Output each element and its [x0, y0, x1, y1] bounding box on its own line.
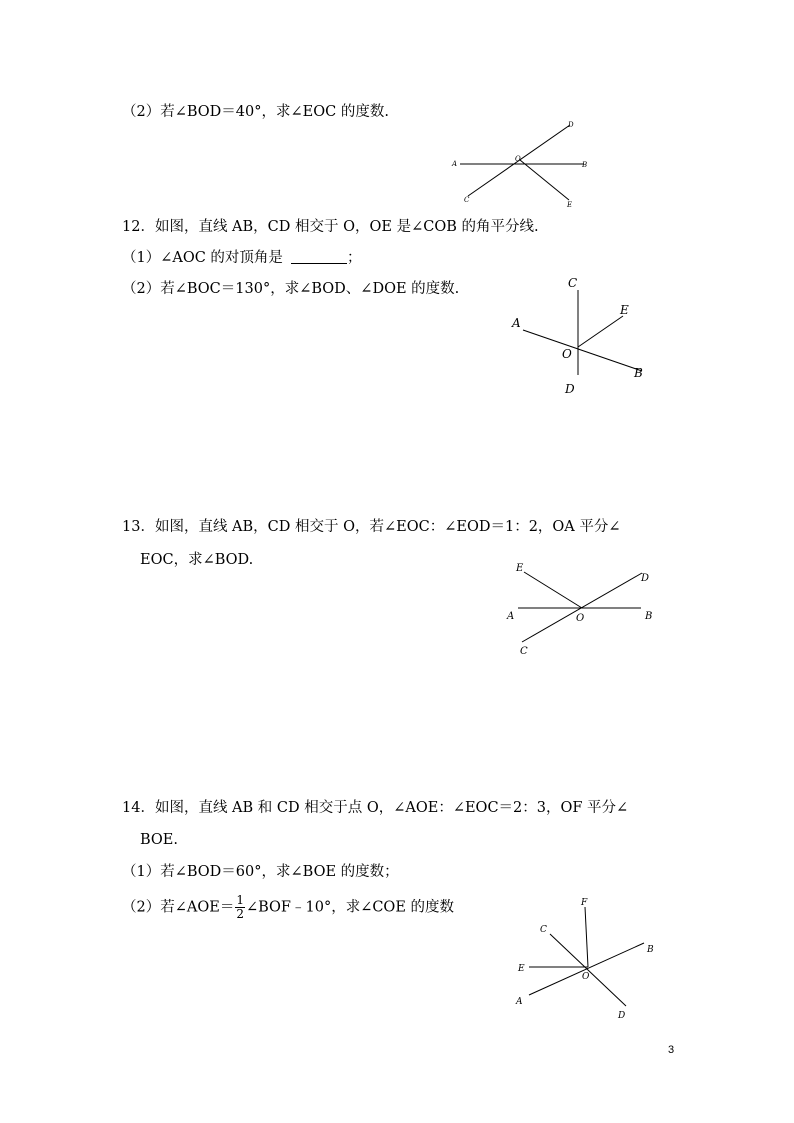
- q13-label-d: D: [641, 573, 650, 584]
- q12-part1-text: （1）∠AOC 的对顶角是: [122, 250, 283, 266]
- q12-part1-end: ；: [346, 250, 362, 266]
- q11-part2: （2）若∠BOD＝40°，求∠EOC 的度数.: [122, 104, 389, 120]
- q11-label-c: C: [464, 196, 470, 204]
- q14-label-b: B: [647, 945, 654, 955]
- q12-label-o: O: [562, 347, 572, 361]
- page-number: 3: [668, 1044, 675, 1056]
- q11-label-b: B: [582, 161, 588, 169]
- q12-label-d: D: [565, 382, 575, 396]
- q11-label-d: D: [568, 121, 574, 129]
- q12-part2: （2）若∠BOC＝130°，求∠BOD、∠DOE 的度数.: [122, 281, 460, 297]
- q14-label-o: O: [582, 972, 590, 982]
- q14-label-e: E: [518, 964, 525, 974]
- q14-part2-pre: （2）若∠AOE＝: [122, 899, 235, 916]
- q11-figure: [448, 118, 598, 210]
- q13-label-b: B: [645, 611, 653, 622]
- q14-figure: [512, 892, 667, 1022]
- q14-label-c: C: [540, 925, 547, 935]
- q14-fraction-numerator: 1: [236, 893, 244, 907]
- q13-label-e: E: [516, 563, 524, 574]
- q12-label-a: A: [512, 316, 521, 330]
- q14-stem-line1: 14．如图，直线 AB 和 CD 相交于点 O，∠AOE：∠EOC＝2：3，OF 平分∠: [122, 800, 629, 816]
- q12-part1: [122, 248, 361, 268]
- q12-figure: [505, 272, 655, 397]
- q12-label-c: C: [568, 276, 578, 290]
- q12-label-e: E: [620, 303, 629, 317]
- q13-label-c: C: [520, 646, 528, 657]
- q14-fraction: [235, 894, 245, 921]
- q14-part2: [122, 894, 454, 921]
- q13-label-a: A: [507, 611, 515, 622]
- q12-label-b: B: [634, 366, 643, 380]
- q11-label-a: A: [452, 160, 458, 168]
- q12-stem: 12．如图，直线 AB，CD 相交于 O，OE 是∠COB 的角平分线.: [122, 219, 539, 235]
- q14-fraction-denominator: 2: [236, 907, 244, 921]
- q14-label-a: A: [516, 997, 523, 1007]
- q13-figure: [504, 560, 659, 660]
- q13-stem-line1: 13．如图，直线 AB，CD 相交于 O，若∠EOC：∠EOD＝1：2，OA 平分∠: [122, 519, 621, 535]
- q13-stem-line2: EOC，求∠BOD.: [140, 552, 254, 568]
- q12-answer-blank[interactable]: [291, 249, 347, 264]
- q11-label-o: O: [515, 155, 521, 163]
- q14-label-f: F: [581, 898, 588, 908]
- q14-stem-line2: BOE.: [140, 832, 179, 848]
- q14-label-d: D: [618, 1011, 626, 1021]
- q11-label-e: E: [567, 201, 573, 209]
- q14-part2-post: ∠BOF﹣10°，求∠COE 的度数: [245, 899, 455, 916]
- q13-label-o: O: [576, 613, 585, 624]
- q14-part1: （1）若∠BOD＝60°，求∠BOE 的度数；: [122, 864, 399, 880]
